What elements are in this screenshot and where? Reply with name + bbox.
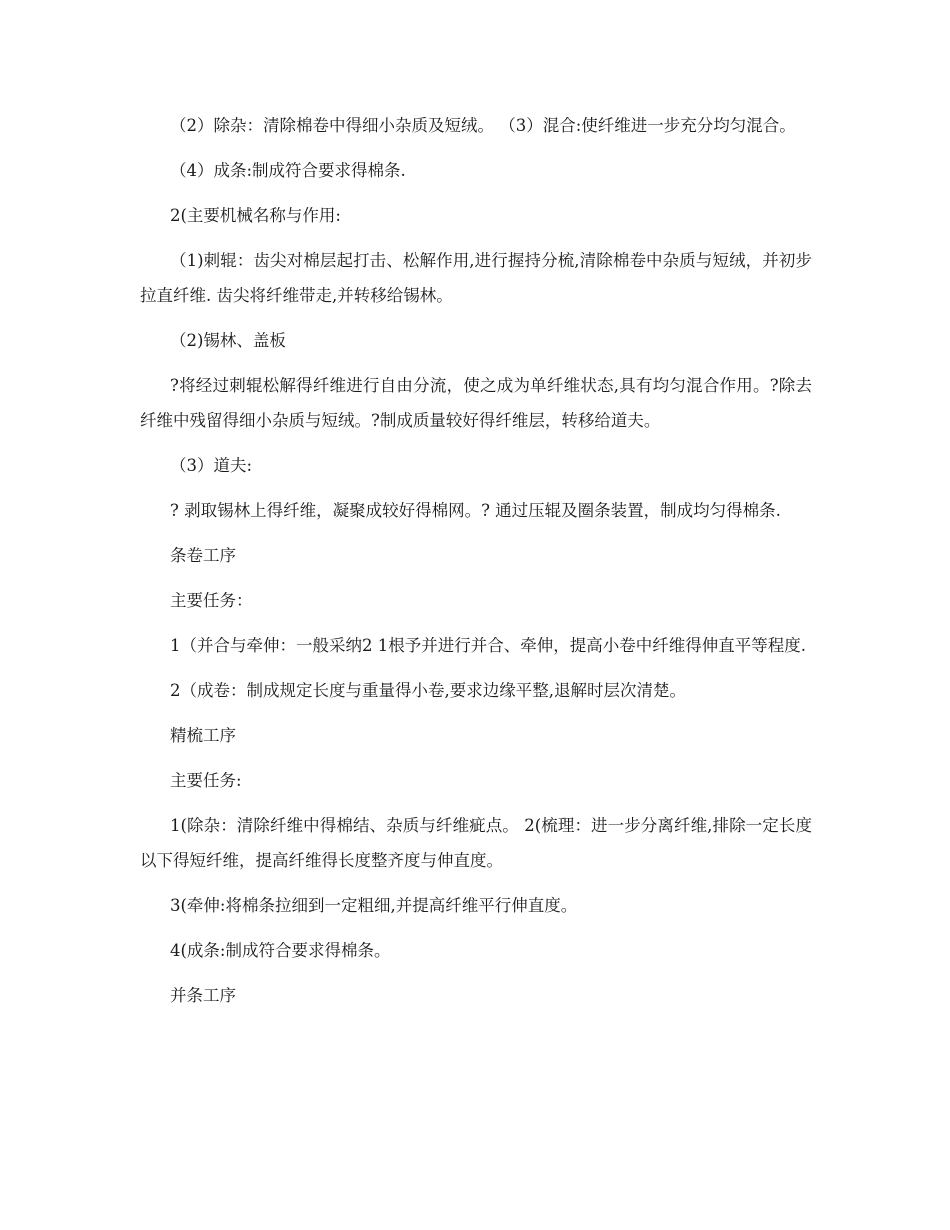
paragraph-sliver-forming: （4）成条:制成符合要求得棉条.: [170, 161, 406, 180]
paragraph-doffer: ? 剥取锡林上得纤维，凝聚成较好得棉网。? 通过压辊及圈条装置，制成均匀得棉条.: [170, 501, 781, 520]
paragraph-combing-removal: 1(除杂：清除纤维中得棉结、杂质与纤维疵点。 2(梳理：进一步分离纤维,排除一定长度以下得短纤维，提高纤维得长度整齐度与伸直度。: [140, 816, 812, 870]
paragraph-removal-mixing: （2）除杂：清除棉卷中得细小杂质及短绒。 （3）混合:使纤维进一步充分均匀混合。: [170, 116, 796, 135]
document-page: [140, 108, 812, 1023]
paragraph-doubling-drafting: 1（并合与牵伸：一般采纳2 1根予并进行并合、牵伸，提高小卷中纤维得伸直平等程度.: [170, 636, 806, 655]
paragraph-cylinder-flats-heading: （2)锡林、盖板: [170, 331, 286, 350]
section-heading-combing: 精梳工序: [170, 726, 236, 745]
paragraph-main-machines-heading: 2(主要机械名称与作用:: [170, 206, 341, 225]
section-heading-drawing: 并条工序: [170, 986, 236, 1005]
paragraph-cylinder-flats: ?将经过刺辊松解得纤维进行自由分流，使之成为单纤维状态,具有均匀混合作用。?除去纤维中残留得细小杂质与短绒。?制成质量较好得纤维层，转移给道夫。: [140, 376, 812, 430]
section-heading-lap-forming: 条卷工序: [170, 546, 236, 565]
paragraph-combing-drafting: 3(牵伸:将棉条拉细到一定粗细,并提高纤维平行伸直度。: [170, 896, 578, 915]
paragraph-lap-making: 2（成卷：制成规定长度与重量得小卷,要求边缘平整,退解时层次清楚。: [170, 681, 686, 700]
paragraph-licker-in: （1)刺辊：齿尖对棉层起打击、松解作用,进行握持分梳,清除棉卷中杂质与短绒，并初步拉直纤维. 齿尖将纤维带走,并转移给锡林。: [140, 251, 812, 305]
paragraph-main-tasks-label-2: 主要任务:: [170, 771, 242, 790]
paragraph-doffer-heading: （3）道夫:: [170, 456, 253, 475]
paragraph-main-tasks-label: 主要任务：: [170, 591, 253, 610]
paragraph-combing-sliver: 4(成条:制成符合要求得棉条。: [170, 941, 391, 960]
